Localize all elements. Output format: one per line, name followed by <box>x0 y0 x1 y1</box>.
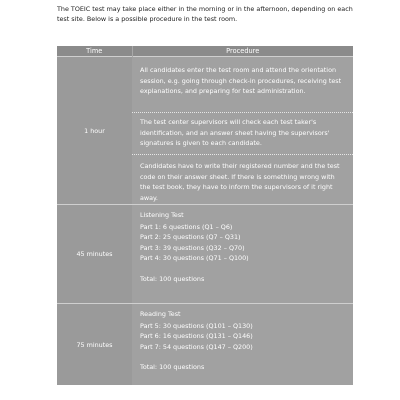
total-line: Total: 100 questions <box>140 363 205 371</box>
section-title: Reading Test <box>140 310 181 318</box>
time-cell: 1 hour <box>57 57 132 205</box>
part-line: Part 5: 30 questions (Q101 – Q130) <box>140 321 253 330</box>
table-header-row <box>57 46 353 57</box>
part-line: Part 7: 54 questions (Q147 – Q200) <box>140 342 253 351</box>
procedure-cell: Candidates have to write their registered number and the test code on their answer sheet. If there is something wrong with the test book, they have to inform the supervisors of it right away. <box>132 155 353 205</box>
table-row <box>57 205 353 304</box>
procedure-table <box>57 46 353 385</box>
time-cell: 75 minutes <box>57 304 132 386</box>
part-line: Part 4: 30 questions (Q71 – Q100) <box>140 254 249 262</box>
part-line: Part 2: 25 questions (Q7 – Q31) <box>140 233 241 241</box>
part-line: Part 1: 6 questions (Q1 – Q6) <box>140 222 233 231</box>
header-time: Time <box>57 46 132 57</box>
part-line: Part 3: 39 questions (Q32 – Q70) <box>140 243 245 252</box>
intro-paragraph: The TOEIC test may take place either in the morning or in the afternoon, depending on each test site. Below is a possible procedure in the test room. <box>57 5 353 23</box>
table-row <box>57 57 353 113</box>
header-procedure: Procedure <box>132 46 353 57</box>
procedure-cell: All candidates enter the test room and attend the orientation session, e.g. going through check-in procedures, receiving test explanations, and preparing for test administration. <box>132 57 353 113</box>
part-line: Part 6: 16 questions (Q131 – Q146) <box>140 332 253 340</box>
section-title: Listening Test <box>140 211 184 219</box>
listening-test-cell <box>132 205 353 304</box>
time-cell: 45 minutes <box>57 205 132 304</box>
procedure-cell: The test center supervisors will check each test taker's identification, and an answer sheet having the supervisors' signatures is given to each candidate. <box>132 113 353 155</box>
total-line: Total: 100 questions <box>140 274 205 283</box>
reading-test-cell <box>132 304 353 386</box>
table-row <box>57 304 353 386</box>
